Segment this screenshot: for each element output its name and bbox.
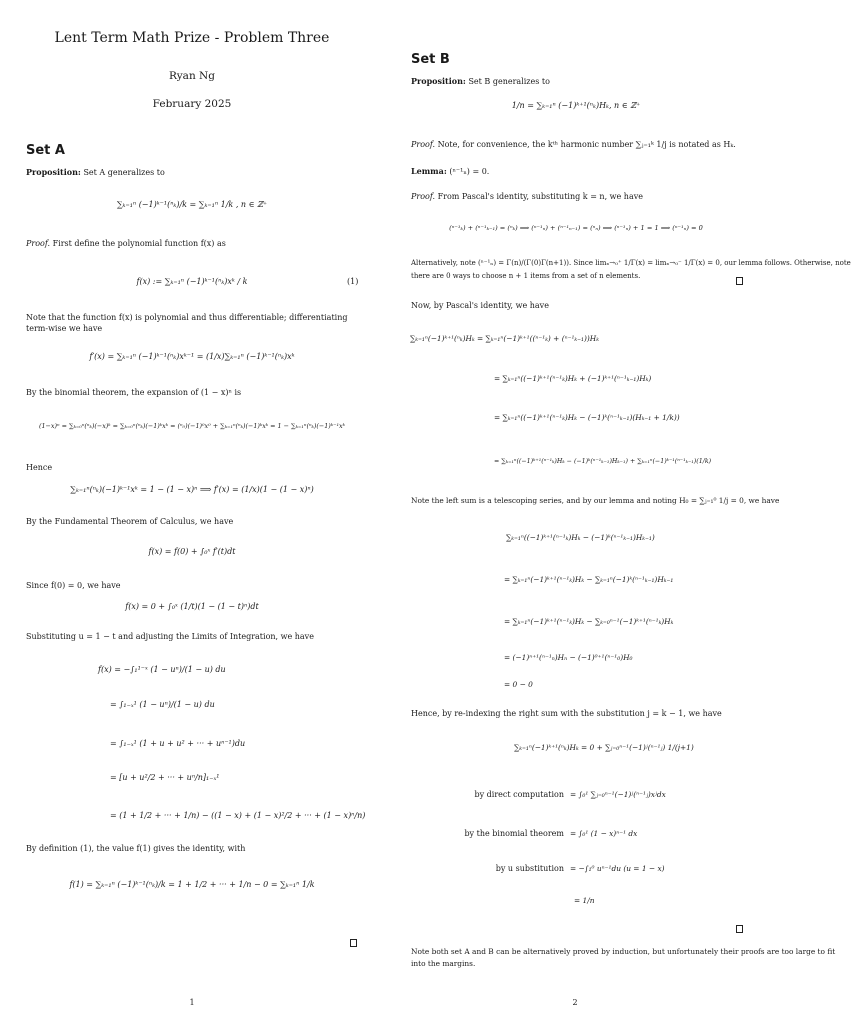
proof-a-intro (26, 238, 226, 249)
definition-text: By definition (1), the value f(1) gives the identity, with (26, 844, 246, 853)
ftc-text: By the Fundamental Theorem of Calculus, we have (26, 517, 234, 526)
page-2 (384, 0, 851, 1024)
eq-binomial: (1−x)ⁿ = ∑ₖ₌₀ⁿ(ⁿₖ)(−x)ᵏ = ∑ₖ₌₀ⁿ(ⁿₖ)(−1)ᵏxᵏ = (ⁿ₀)(−1)⁰x⁰ + ∑ₖ₌₁ⁿ(ⁿₖ)(−1)ᵏxᵏ = 1 − ∑ₖ₌₁ⁿ(ⁿₖ)(−1)ᵏ⁻¹xᵏ (39, 422, 345, 430)
equation-number: (1) (347, 277, 359, 286)
author: Ryan Ng (169, 70, 215, 82)
eq-pascal-line2: = ∑ₖ₌₁ⁿ((−1)ᵏ⁺¹(ⁿ⁻¹ₖ)Hₖ + (−1)ᵏ⁺¹(ⁿ⁻¹ₖ₋₁)Hₖ) (494, 374, 652, 383)
qed-square-icon (736, 925, 743, 933)
eq-telescope-line2: = ∑ₖ₌₁ⁿ(−1)ᵏ⁺¹(ⁿ⁻¹ₖ)Hₖ − ∑ₖ₌₁ⁿ(−1)ᵏ(ⁿ⁻¹ₖ₋₁)Hₖ₋₁ (504, 575, 674, 584)
label-binomial-theorem: by the binomial theorem (464, 829, 564, 838)
eq-sub-line5: = (1 + 1/2 + ··· + 1/n) − ((1 − x) + (1 − x)²/2 + ··· + (1 − x)ⁿ/n) (110, 811, 366, 820)
eq-telescope-line5: = 0 − 0 (504, 680, 533, 689)
set-b-heading: Set B (411, 52, 450, 67)
eq-sub-line1: f(x) = −∫₁¹⁻ˣ (1 − uⁿ)/(1 − u) du (98, 665, 226, 674)
eq-derivative: f′(x) = ∑ₖ₌₁ⁿ (−1)ᵏ⁻¹(ⁿₖ)xᵏ⁻¹ = (1/x)∑ₖ₌₁ⁿ (−1)ᵏ⁻¹(ⁿₖ)xᵏ (89, 352, 295, 361)
lemma-text: (ⁿ⁻¹ₙ) = 0. (449, 167, 490, 176)
proof-b-note (411, 139, 756, 150)
proof-text: First define the polynomial function f(x) as (52, 239, 226, 248)
closing-text-1: Note both set A and B can be alternatively proved by induction, but unfortunately their proofs are too large to fit (411, 947, 836, 956)
substitution-text: Substituting u = 1 − t and adjusting the Limits of Integration, we have (26, 632, 314, 641)
eq-ftc: f(x) = f(0) + ∫₀ˣ f′(t)dt (148, 547, 236, 556)
page-number: 1 (189, 998, 195, 1007)
eq-since: f(x) = 0 + ∫₀ˣ (1/t)(1 − (1 − t)ⁿ)dt (125, 602, 259, 611)
eq-pascal-line3: = ∑ₖ₌₁ⁿ((−1)ᵏ⁺¹(ⁿ⁻¹ₖ)Hₖ − (−1)ᵏ(ⁿ⁻¹ₖ₋₁)(Hₖ₋₁ + 1/k)) (494, 413, 680, 422)
proof-note: Note, for convenience, the kᵗʰ harmonic number ∑ⱼ₌₁ᵏ 1/j is notated as Hₖ. (437, 140, 736, 149)
eq-reindex-line2: = ∫₀¹ ∑ⱼ₌₀ⁿ⁻¹(−1)ʲ(ⁿ⁻¹ⱼ)xʲdx (570, 790, 666, 799)
eq-reindex-line4: = −∫₁⁰ uⁿ⁻¹du (u = 1 − x) (570, 864, 665, 873)
qed-square-icon (350, 939, 357, 947)
page-number: 2 (572, 998, 578, 1007)
reindex-text: Hence, by re-indexing the right sum with the substitution j = k − 1, we have (411, 709, 722, 718)
eq-prop-a: ∑ₖ₌₁ⁿ (−1)ᵏ⁻¹(ⁿₖ)/k = ∑ₖ₌₁ⁿ 1/k , n ∈ ℤ⁺ (116, 200, 268, 209)
proposition-label: Proposition: (411, 76, 466, 86)
proposition-text: Set A generalizes to (83, 168, 165, 177)
eq-sub-line4: = [u + u²/2 + ··· + uⁿ/n]₁₋ₓ¹ (110, 773, 220, 782)
label-u-substitution: by u substitution (495, 864, 564, 873)
alternative-text-2: there are 0 ways to choose n + 1 items from a set of n elements. (411, 272, 641, 280)
eq-pascal-line1: ∑ₖ₌₁ⁿ(−1)ᵏ⁺¹(ⁿₖ)Hₖ = ∑ₖ₌₁ⁿ(−1)ᵏ⁺¹((ⁿ⁻¹ₖ) + (ⁿ⁻¹ₖ₋₁))Hₖ (410, 334, 599, 343)
set-a-heading: Set A (26, 143, 65, 158)
eq-pascal-line4: = ∑ₖ₌₁ⁿ((−1)ᵏ⁺¹(ⁿ⁻¹ₖ)Hₖ − (−1)ᵏ(ⁿ⁻¹ₖ₋₁)Hₖ₋₁) + ∑ₖ₌₁ⁿ(−1)ᵏ⁻¹(ⁿ⁻¹ₖ₋₁)(1/k) (494, 458, 712, 465)
proof-label: Proof. (411, 140, 436, 149)
eq-telescope-line4: = (−1)ⁿ⁺¹(ⁿ⁻¹ₙ)Hₙ − (−1)⁰⁺¹(ⁿ⁻¹₀)H₀ (504, 653, 633, 662)
page-1 (0, 0, 384, 1024)
proposition-a (26, 167, 165, 178)
lemma-proof-label: Proof. (411, 192, 436, 201)
eq-pascal: (ⁿ⁻¹ₖ) + (ⁿ⁻¹ₖ₋₁) = (ⁿₖ) ⟹ (ⁿ⁻¹ₙ) + (ⁿ⁻¹ₙ₋₁) = (ⁿₙ) ⟹ (ⁿ⁻¹ₙ) + 1 = 1 ⟹ (ⁿ⁻¹ₙ) = 0 (449, 224, 703, 232)
lemma (411, 166, 489, 177)
lemma-proof (411, 191, 643, 202)
note-differentiable: Note that the function f(x) is polynomial and thus differentiable; differentiating term-wise we have (26, 313, 348, 333)
eq-telescope-line1: ∑ₖ₌₁ⁿ((−1)ᵏ⁺¹(ⁿ⁻¹ₖ)Hₖ − (−1)ᵏ(ⁿ⁻¹ₖ₋₁)Hₖ₋₁) (506, 533, 655, 542)
lemma-proof-text: From Pascal's identity, substituting k = n, we have (437, 192, 643, 201)
eq-reindex-line5: = 1/n (574, 896, 595, 905)
alternative-text-1: Alternatively, note (ⁿ⁻¹ₙ) = Γ(n)/(Γ(0)Γ(n+1)). Since limₓ→₀⁺ 1/Γ(x) = limₓ→₀⁻ 1/Γ(x) = 0, our lemma follows. Otherwise, note (411, 259, 851, 267)
eq-telescope-line3: = ∑ₖ₌₁ⁿ(−1)ᵏ⁺¹(ⁿ⁻¹ₖ)Hₖ − ∑ₖ₌₀ⁿ⁻¹(−1)ᵏ⁺¹(ⁿ⁻¹ₖ)Hₖ (504, 617, 674, 626)
eq-hence: ∑ₖ₌₁ⁿ(ⁿₖ)(−1)ᵏ⁻¹xᵏ = 1 − (1 − x)ⁿ ⟹ f′(x) = (1/x)(1 − (1 − x)ⁿ) (70, 485, 314, 494)
eq-sub-line3: = ∫₁₋ₓ¹ (1 + u + u² + ··· + uⁿ⁻¹)du (110, 739, 246, 748)
now-text: Now, by Pascal's identity, we have (411, 301, 549, 310)
binomial-text: By the binomial theorem, the expansion of (1 − x)ⁿ is (26, 388, 242, 397)
proof-label: Proof. (26, 239, 51, 248)
proposition-text: Set B generalizes to (468, 77, 550, 86)
paper-title: Lent Term Math Prize - Problem Three (54, 30, 330, 46)
label-direct-computation: by direct computation (474, 790, 564, 799)
proposition-b (411, 76, 550, 87)
eq-def-f: f(x) := ∑ₖ₌₁ⁿ (−1)ᵏ⁻¹(ⁿₖ)xᵏ / k (136, 277, 248, 286)
eq-final-a: f(1) = ∑ₖ₌₁ⁿ (−1)ᵏ⁻¹(ⁿₖ)/k = 1 + 1/2 + ··· + 1/n − 0 = ∑ₖ₌₁ⁿ 1/k (69, 880, 315, 889)
since-text: Since f(0) = 0, we have (26, 581, 121, 590)
closing-text-2: into the margins. (411, 959, 476, 968)
eq-reindex-line3: = ∫₀¹ (1 − x)ⁿ⁻¹ dx (570, 829, 638, 838)
hence-label: Hence (26, 463, 53, 472)
eq-sub-line2: = ∫₁₋ₓ¹ (1 − uⁿ)/(1 − u) du (110, 700, 215, 709)
qed-square-icon (736, 277, 743, 285)
date: February 2025 (152, 98, 232, 110)
lemma-label: Lemma: (411, 166, 447, 176)
telescope-text: Note the left sum is a telescoping series, and by our lemma and noting H₀ = ∑ⱼ₌₁⁰ 1/j = 0, we have (411, 496, 780, 505)
eq-reindex-line1: ∑ₖ₌₁ⁿ(−1)ᵏ⁺¹(ⁿₖ)Hₖ = 0 + ∑ⱼ₌₀ⁿ⁻¹(−1)ʲ(ⁿ⁻¹ⱼ) 1/(j+1) (514, 743, 694, 752)
eq-prop-b: 1/n = ∑ₖ₌₁ⁿ (−1)ᵏ⁺¹(ⁿₖ)Hₖ, n ∈ ℤ⁺ (511, 101, 641, 110)
proposition-label: Proposition: (26, 167, 81, 177)
